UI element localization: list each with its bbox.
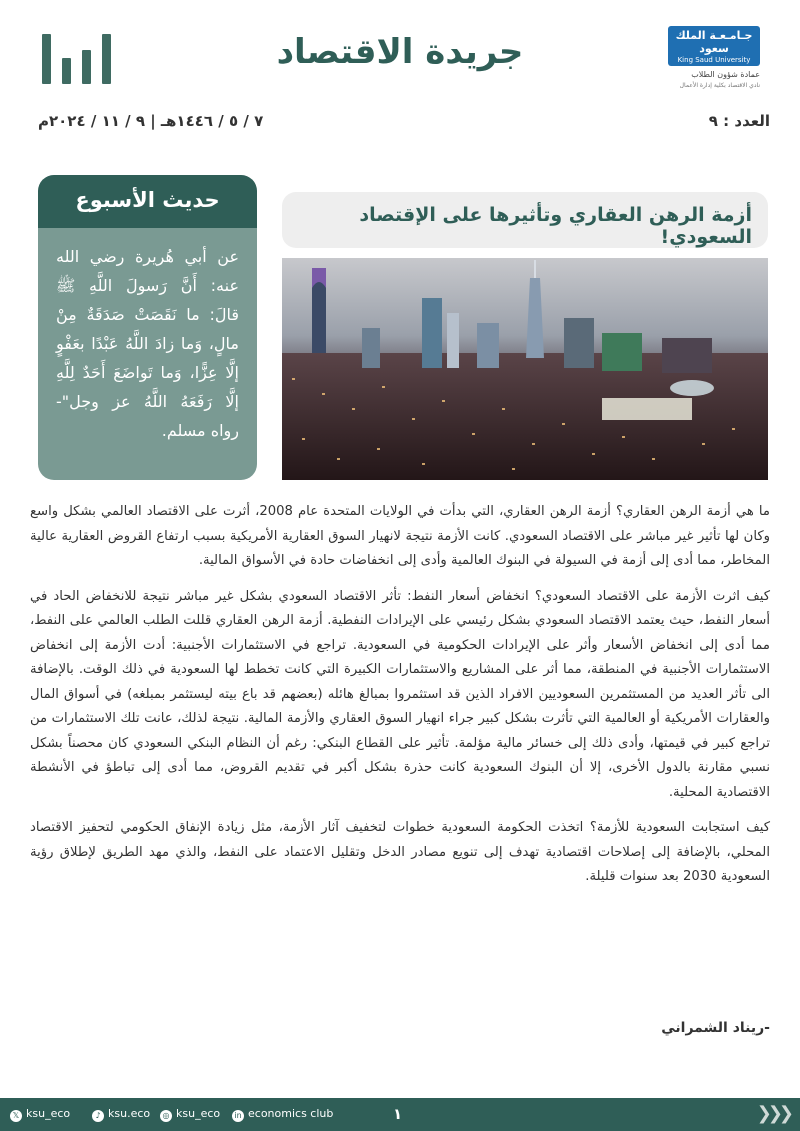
- ksu-name-ar: جـامـعـة الملك سعود: [675, 29, 753, 55]
- headline-box: [282, 192, 768, 248]
- article-paragraph: ما هي أزمة الرهن العقاري؟ أزمة الرهن العقاري، التي بدأت في الولايات المتحدة عام 2008، أثرت على الاقتصاد العالمي بشكل واسع وكان لها تأثير غير مباشر على الاقتصاد السعودي. كانت الأزمة نتيجة لانهيار السوق العقارية الأمريكية بسبب ارتفاع القروض العقارية عالية المخاطر، مما أدى إلى أزمة في السيولة في البنوك العالمية وأدى إلى انخفاضات حادة في الأسواق المالية.: [30, 504, 770, 568]
- social-handle: economics club: [248, 1107, 334, 1120]
- club-label: نادي الاقتصاد بكلية إدارة الأعمال: [679, 82, 760, 89]
- weekly-hadith-text: عن أبي هُريرة رضي الله عنه: أَنَّ رَسولَ اللَّهِ ﷺ قالَ: ما نَقَصَتْ صَدَقَةٌ مِنْ مالٍ، وَما زادَ اللَّهُ عَبْدًا بعَفْوٍ إلَّا عِزًّا، وَما تَواضَعَ أَحَدٌ لِلَّهِ إلَّا رَفَعَهُ اللَّهُ عز وجل"- رواه مسلم.: [56, 247, 239, 440]
- article-headline: أزمة الرهن العقاري وتأثيرها على الإقتصاد السعودي!: [359, 204, 752, 248]
- ksu-name-en: King Saud University: [677, 56, 751, 64]
- page-footer: [0, 1098, 800, 1131]
- ksu-logo: [668, 26, 760, 98]
- linkedin-icon: in: [232, 1110, 244, 1122]
- issue-info: [38, 112, 770, 136]
- social-link-tiktok[interactable]: [92, 1107, 150, 1122]
- weekly-hadith-title: حديث الأسبوع: [38, 175, 257, 228]
- newspaper-logo-icon: [42, 34, 112, 84]
- page-header: [0, 22, 800, 102]
- article-paragraph: كيف اثرت الأزمة على الاقتصاد السعودي؟ انخفاض أسعار النفط: تأثر الاقتصاد السعودي بشكل غير مباشر نتيجة للانخفاض الحاد في أسعار النفط، حيث يعتمد الاقتصاد السعودي بشكل رئيسي على الإيرادات النفطية. أزمة الرهن العقاري قللت الطلب العالمي على النفط، مما أدى إلى انخفاض الأسعار وأثر على الإيرادات الحكومية في السعودية. تراجع في الاستثمارات الأجنبية: أدت الأزمة إلى انخفاض الاستثمارات الأجنبية في المنطقة، مما أثر على المشاريع والاستثمارات الكبيرة التي كانت تخطط لها السعودية في ذلك الوقت. بالإضافة الى تأثر العديد من المستثمرين السعوديين الافراد الذين قد استثمروا بمبالغ هائله (بعضهم قد باع بيته ليستثمر بمبلغه) في أسواق المال والعقارات الأمريكية أو العالمية التي تأثرت بشكل كبير جراء انهيار السوق العقاري والأزمة المالية. نتيجة لذلك، عانت تلك الاستثمارات من تراجع كبير في قيمتها، وأدى ذلك إلى خسائر مالية مؤلمة. تأثير على القطاع البنكي: رغم أن النظام البنكي السعودي كان محصناً بشكل نسبي مقارنة بالدول الأخرى، إلا أن البنوك السعودية كانت حذرة بشكل أكبر في تقديم القروض، مما أدى إلى تباطؤ في الأنشطة الاقتصادية المحلية.: [30, 588, 770, 800]
- social-handle: ksu.eco: [108, 1107, 151, 1120]
- weekly-hadith-box: [38, 175, 257, 480]
- instagram-icon: ◎: [160, 1110, 172, 1122]
- deanship-label: عمادة شؤون الطلاب: [691, 70, 760, 79]
- issue-date: ٧ / ٥ / ١٤٤٦هـ | ٩ / ١١ / ٢٠٢٤م: [38, 112, 264, 130]
- article-body: [30, 500, 770, 901]
- social-handle: ksu_eco: [176, 1107, 221, 1120]
- ksu-badge: [668, 26, 760, 66]
- social-link-x[interactable]: [10, 1107, 70, 1122]
- social-link-linkedin[interactable]: [232, 1107, 333, 1122]
- article-author: -ريناد الشمراني: [661, 1020, 770, 1036]
- article-paragraph: كيف استجابت السعودية للأزمة؟ اتخذت الحكومة السعودية خطوات لتخفيف آثار الأزمة، مثل زيادة الإنفاق الحكومي لتحفيز الاقتصاد المحلي، بالإضافة إلى إصلاحات اقتصادية تهدف إلى تنويع مصادر الدخل وتقليل الاعتماد على النفط، والذي مهد الطريق لإطلاق رؤية السعودية 2030 بعد سنوات قليلة.: [30, 820, 770, 884]
- newspaper-title: جريدة الاقتصاد: [276, 32, 524, 72]
- chevrons-right-icon: ❯❯❯: [756, 1103, 790, 1124]
- social-link-instagram[interactable]: [160, 1107, 220, 1122]
- social-handle: ksu_eco: [26, 1107, 71, 1120]
- page-number: ١: [393, 1105, 403, 1123]
- x-icon: 𝕏: [10, 1110, 22, 1122]
- tiktok-icon: ♪: [92, 1110, 104, 1122]
- issue-number: العدد : ٩: [708, 112, 770, 130]
- riyadh-skyline-photo: [282, 258, 768, 480]
